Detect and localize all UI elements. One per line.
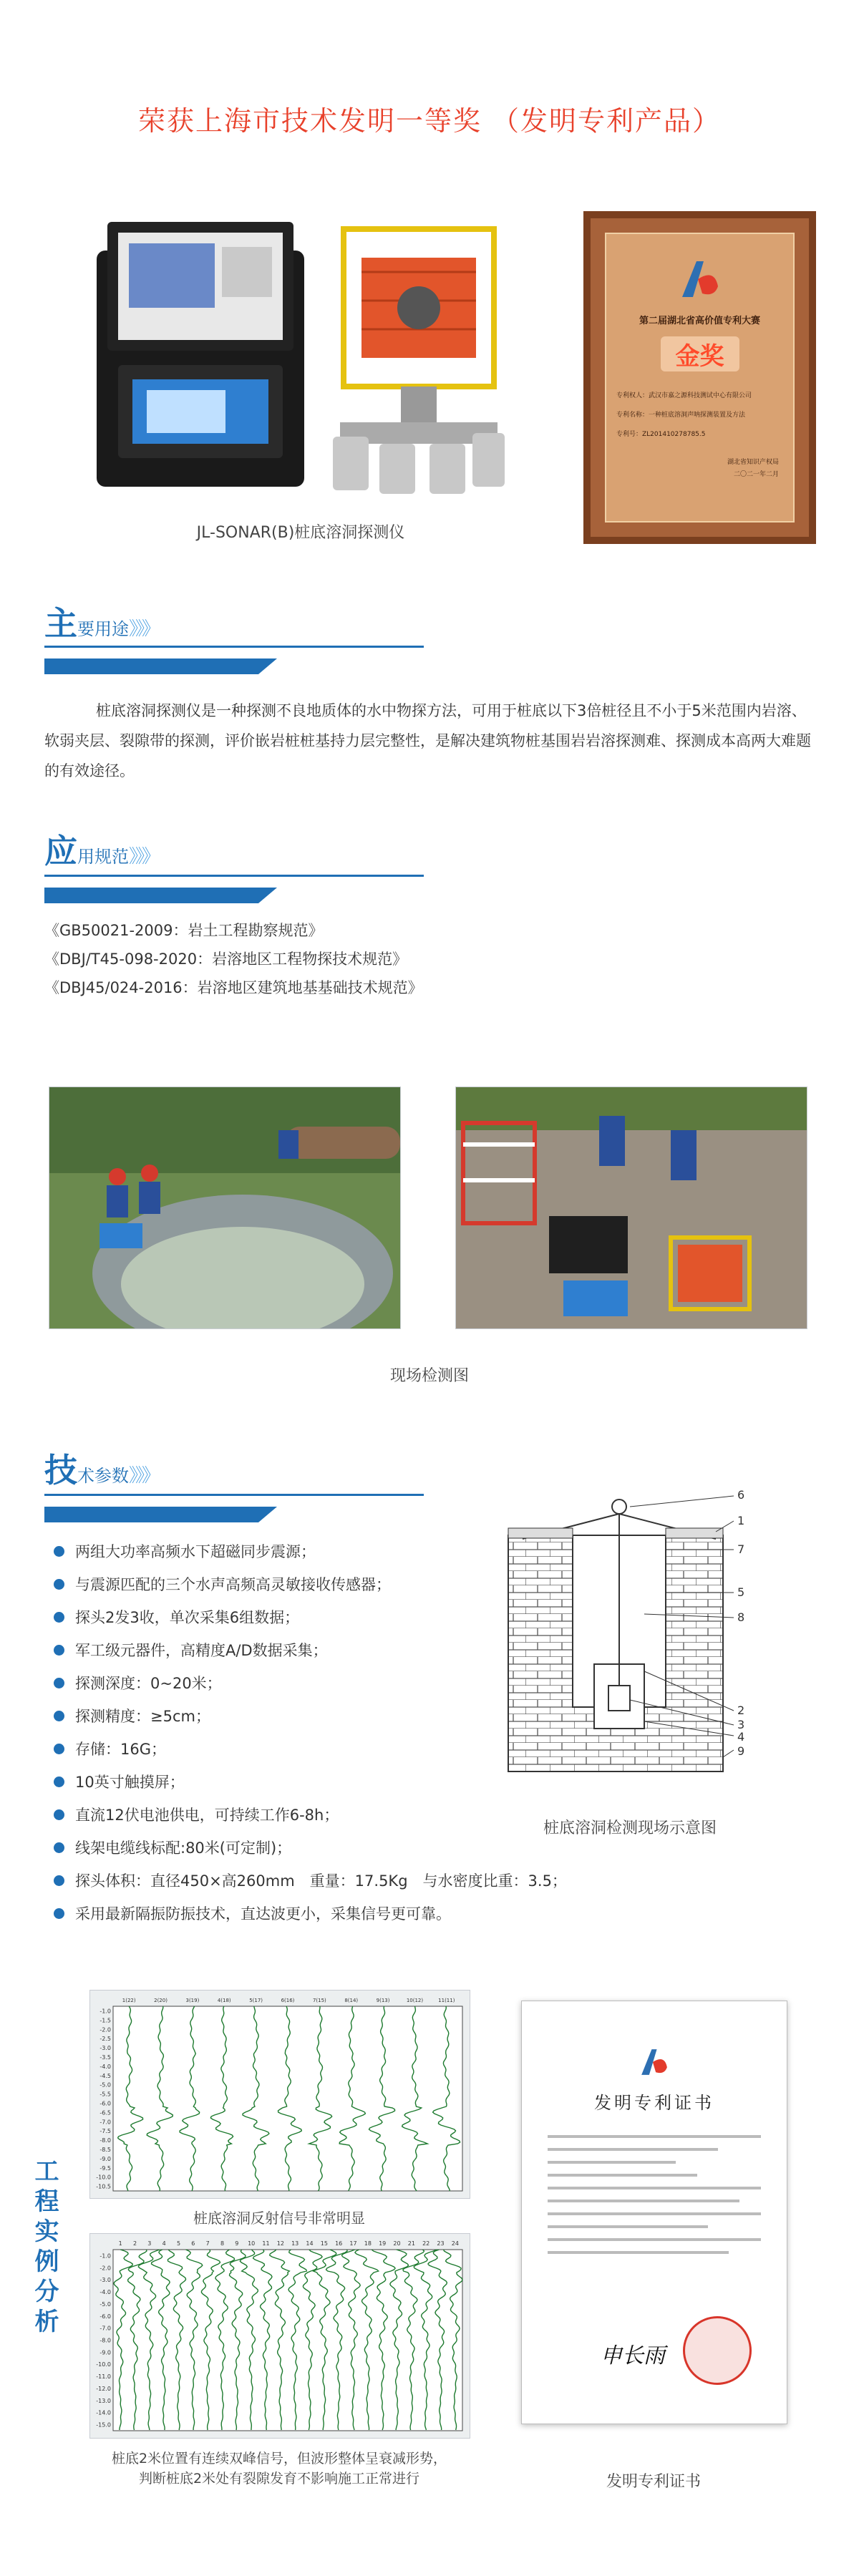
- plaque-line-1: 专利权人：武汉市嘉之源科技测试中心有限公司: [616, 392, 752, 399]
- chart-depth-tick: -9.0: [100, 2155, 111, 2162]
- certificate-logo-icon: [522, 2044, 787, 2083]
- chevrons-icon: 》》》: [129, 618, 158, 640]
- chart-top-tick: 2(20): [154, 1998, 168, 2003]
- chart-top-tick: 11: [262, 2240, 270, 2247]
- chart-depth-tick: -14.0: [96, 2409, 111, 2416]
- chart-depth-tick: -7.0: [100, 2325, 111, 2332]
- chart-top-tick: 14: [306, 2240, 314, 2247]
- chart-depth-tick: -1.0: [100, 2008, 111, 2015]
- main-description: 桩底溶洞探测仪是一种探测不良地质体的水中物探方法，可用于桩底以下3倍桩径且不小于5米范围内岩溶、软弱夹层、裂隙带的探测，评价嵌岩桩桩基持力层完整性，是解决建筑物桩基围岩岩溶探测难、探测成本高两大难题的有效途径。: [44, 702, 811, 779]
- chart-top-tick: 5: [176, 2240, 181, 2247]
- chart-depth-tick: -13.0: [96, 2397, 111, 2404]
- chart-2-caption-2: 判断桩底2米处有裂隙发育不影响施工正常进行: [138, 2471, 420, 2487]
- chart-top-tick: 3: [147, 2240, 152, 2247]
- chart-top-tick: 18: [364, 2240, 372, 2247]
- chart-depth-tick: -4.5: [100, 2072, 111, 2079]
- chart-top-tick: 21: [407, 2240, 415, 2247]
- chart-top-tick: 11(11): [438, 1998, 455, 2003]
- chart-depth-tick: -4.0: [100, 2289, 111, 2296]
- chart-top-tick: 2: [132, 2240, 137, 2247]
- chart-depth-tick: -5.5: [100, 2091, 111, 2098]
- chart-2-caption-1: 桩底2米位置有连续双峰信号，但波形整体呈衰减形势，: [111, 2451, 447, 2466]
- section-bar: [44, 1507, 277, 1522]
- chart-top-tick: 20: [393, 2240, 401, 2247]
- signal-chart-1: [89, 1990, 470, 2199]
- standards-list: [44, 916, 689, 1002]
- plaque-line-2: 专利名称：一种桩底溶洞声呐探测装置及方法: [616, 412, 746, 419]
- chart-depth-tick: -8.0: [100, 2337, 111, 2344]
- chart-top-tick: 6: [191, 2240, 195, 2247]
- chart-top-tick: 7(15): [312, 1998, 326, 2003]
- chart-top-tick: 15: [320, 2240, 328, 2247]
- diagram-label: 5: [737, 1585, 745, 1599]
- chart-top-tick: 1(22): [122, 1998, 136, 2003]
- chart-top-tick: 16: [335, 2240, 343, 2247]
- chart-depth-tick: -8.5: [100, 2146, 111, 2153]
- section-bar: [44, 888, 277, 903]
- diagram-label: 4: [737, 1730, 745, 1744]
- chart-top-tick: 23: [437, 2240, 445, 2247]
- chart-depth-tick: -2.0: [100, 2265, 111, 2272]
- spec-item: 军工级元器件，高精度A/D数据采集；: [54, 1634, 641, 1667]
- diagram-label: 2: [737, 1703, 745, 1717]
- chart-top-tick: 4: [162, 2240, 166, 2247]
- chart-1-caption: 桩底溶洞反射信号非常明显: [193, 2210, 365, 2227]
- detection-diagram: [501, 1485, 759, 1804]
- chart-depth-tick: -15.0: [96, 2421, 111, 2429]
- chart-top-tick: 17: [349, 2240, 357, 2247]
- spec-item: 探测深度：0~20米；: [54, 1667, 641, 1700]
- section-underline: [44, 646, 424, 648]
- chart-top-tick: 10(12): [406, 1998, 424, 2003]
- section-underline: [44, 875, 424, 877]
- case-analysis-label: 工程实例分析: [30, 2158, 59, 2338]
- standard-item: 《DBJ/T45-098-2020：岩溶地区工程物探技术规范》: [44, 951, 408, 968]
- plaque-date: 二〇二一年二月: [733, 471, 779, 478]
- spec-item: 与震源匹配的三个水声高频高灵敏接收传感器；: [54, 1568, 641, 1601]
- plaque-prize: 金奖: [661, 336, 739, 371]
- chart-top-tick: 1: [118, 2240, 122, 2247]
- site-photo-2: [455, 1087, 807, 1329]
- standard-item: 《GB50021-2009：岩土工程勘察规范》: [44, 922, 324, 939]
- diagram-label: 3: [737, 1718, 745, 1731]
- chart-frame: [113, 2006, 462, 2191]
- chart-top-tick: 8: [220, 2240, 225, 2247]
- award-plaque: [583, 211, 816, 544]
- spec-item: 存储：16G；: [54, 1733, 641, 1766]
- section-underline: [44, 1494, 424, 1496]
- chart-depth-tick: -2.5: [100, 2036, 111, 2043]
- chart-depth-tick: -11.0: [96, 2373, 111, 2381]
- chart-depth-tick: -9.5: [100, 2164, 111, 2172]
- chart-top-tick: 3(19): [185, 1998, 200, 2003]
- chart-top-tick: 19: [379, 2240, 387, 2247]
- diagram-label: 6: [737, 1488, 745, 1502]
- chart-top-tick: 7: [205, 2240, 210, 2247]
- chart-depth-tick: -3.0: [100, 2277, 111, 2284]
- chart-top-tick: 6(16): [281, 1998, 295, 2003]
- spec-item: 探头体积：直径450×高260mm 重量：17.5Kg 与水密度比重：3.5；: [54, 1865, 641, 1897]
- section-main-heading: 主要用途》》》: [44, 604, 158, 643]
- chart-depth-tick: -3.0: [100, 2045, 111, 2052]
- chart-depth-tick: -6.0: [100, 2100, 111, 2107]
- chart-depth-tick: -3.5: [100, 2053, 111, 2061]
- diagram-label: 1: [737, 1514, 745, 1527]
- spec-item: 两组大功率高频水下超磁同步震源；: [54, 1535, 641, 1568]
- chart-top-tick: 22: [422, 2240, 430, 2247]
- plaque-issuer: 湖北省知识产权局: [727, 459, 779, 466]
- page-title: 荣获上海市技术发明一等奖 （发明专利产品）: [137, 105, 722, 137]
- chart-depth-tick: -4.0: [100, 2063, 111, 2070]
- chart-top-tick: 12: [276, 2240, 284, 2247]
- chart-depth-tick: -1.5: [100, 2017, 111, 2024]
- certificate-caption: 发明专利证书: [606, 2473, 701, 2491]
- standard-item: 《DBJ45/024-2016：岩溶地区建筑地基基础技术规范》: [44, 979, 423, 996]
- spec-item: 10英寸触摸屏；: [54, 1766, 641, 1799]
- chart-depth-tick: -10.5: [96, 2183, 111, 2190]
- chevrons-icon: 》》》: [129, 846, 158, 867]
- chart-top-tick: 13: [291, 2240, 299, 2247]
- diagram-caption: 桩底溶洞检测现场示意图: [543, 1819, 717, 1837]
- plaque-line-3: 专利号：ZL201410278785.5: [616, 431, 706, 438]
- chart-depth-tick: -12.0: [96, 2385, 111, 2392]
- diagram-label: 8: [737, 1610, 745, 1624]
- chart-top-tick: 8(14): [344, 1998, 359, 2003]
- chart-depth-tick: -1.0: [100, 2252, 111, 2260]
- chart-depth-tick: -5.0: [100, 2081, 111, 2089]
- chart-depth-tick: -10.0: [96, 2174, 111, 2181]
- certificate-title: 发明专利证书: [594, 2093, 714, 2113]
- site-photo-1: [49, 1087, 401, 1329]
- spec-item: 探头2发3收，单次采集6组数据；: [54, 1601, 641, 1634]
- chart-depth-tick: -2.0: [100, 2026, 111, 2033]
- chart-depth-tick: -10.0: [96, 2361, 111, 2368]
- chart-top-tick: 4(18): [217, 1998, 231, 2003]
- certificate-signature: 申长雨: [601, 2343, 665, 2368]
- patent-certificate: [521, 2001, 787, 2424]
- diagram-label: 9: [737, 1744, 745, 1758]
- section-apply-heading: 应用规范》》》: [44, 832, 158, 870]
- chart-depth-tick: -9.0: [100, 2349, 111, 2356]
- chart-top-tick: 10: [248, 2240, 256, 2247]
- chart-top-tick: 24: [451, 2240, 459, 2247]
- spec-item: 采用最新隔振防振技术，直达波更小，采集信号更可靠。: [54, 1897, 641, 1930]
- site-caption: 现场检测图: [389, 1367, 469, 1385]
- diagram-label: 7: [737, 1542, 745, 1556]
- section-bar: [44, 658, 277, 674]
- chart-depth-tick: -8.0: [100, 2137, 111, 2144]
- signal-chart-2: [89, 2233, 470, 2439]
- chart-depth-tick: -7.5: [100, 2128, 111, 2135]
- product-photo: [86, 208, 515, 501]
- section-tech-heading: 技术参数》》》: [44, 1451, 158, 1489]
- chart-depth-tick: -6.0: [100, 2313, 111, 2320]
- spec-item: 线架电缆线标配:80米(可定制)；: [54, 1832, 641, 1865]
- patent-logo-icon: [606, 254, 793, 307]
- product-caption: JL-SONAR(B)桩底溶洞探测仪: [196, 524, 405, 542]
- chevrons-icon: 》》》: [129, 1465, 158, 1487]
- seal-icon: [683, 2316, 752, 2385]
- spec-item: 探测精度：≥5cm；: [54, 1700, 641, 1733]
- chart-depth-tick: -7.0: [100, 2119, 111, 2126]
- plaque-heading: 第二届湖北省高价值专利大赛: [639, 316, 760, 326]
- chart-depth-tick: -6.5: [100, 2109, 111, 2116]
- spec-item: 直流12伏电池供电，可持续工作6-8h；: [54, 1799, 641, 1832]
- chart-frame: [113, 2250, 462, 2431]
- chart-top-tick: 5(17): [249, 1998, 263, 2003]
- chart-depth-tick: -5.0: [100, 2300, 111, 2308]
- chart-top-tick: 9(13): [376, 1998, 390, 2003]
- chart-top-tick: 9: [235, 2240, 239, 2247]
